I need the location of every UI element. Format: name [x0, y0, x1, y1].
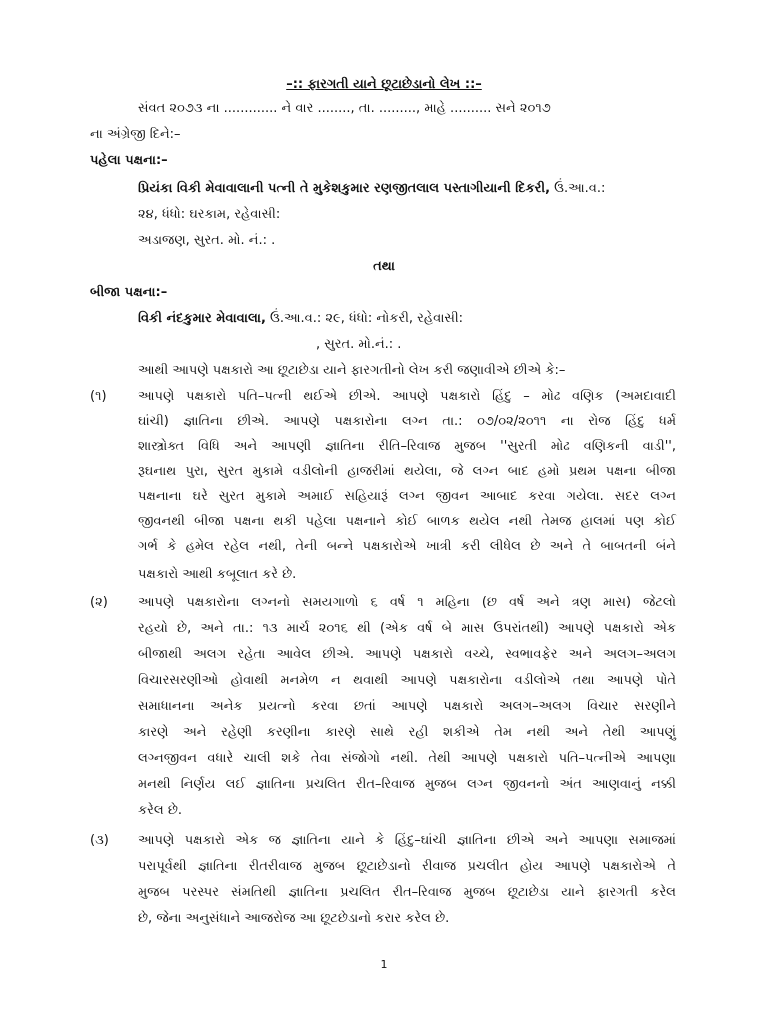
para-2-line: વિચારસરણીઓ હોવાથી મનમેળ ન થવાથી આપણે પક્ષકારોના વડીલોએ તથા આપણે પોતે: [138, 673, 676, 688]
para-1-line: જીવનથી બીજા પક્ષના થકી પહેલા પક્ષનાને કોઈ બાળક થયેલ નથી તેમજ હાલમાં પણ કોઈ: [138, 514, 676, 529]
first-party-line-3: અડાજણ, સુરત. મો. નં.: .: [138, 233, 276, 248]
declaration-line: આથી આપણે પક્ષકારો આ છૂટાછેડા યાને ફારગતીનો લેખ કરી જણાવીએ છીએ કે:–: [138, 363, 566, 378]
second-party-line-2: , સુરત. મો.નં.: .: [316, 337, 402, 352]
para-1-line: આપણે પક્ષકારો પતિ–પત્ની થઈએ છીએ. આપણે પક્ષકારો હિંદુ – મોઢ વણિક (અમદાવાદી: [138, 389, 676, 404]
first-party-heading: પહેલા પક્ષના:–: [90, 153, 168, 168]
para-3-line: છે, જેના અનુસંધાને આજરોજ આ છૂટછેડાનો કરાર કરેલ છે.: [138, 911, 450, 926]
para-2-line: મનથી નિર્ણય લઈ જ્ઞાતિના પ્રચલિત રીત–રિવાજ મુજબ લગ્ન જીવનનો અંત આણવાનું નક્કી: [138, 777, 676, 792]
para-1-line: ઘાંચી) જ્ઞાતિના છીએ. આપણે પક્ષકારોના લગ્ન તા.: ૦૭/૦૨/૨૦૧૧ ના રોજ હિંદુ ધર્મ: [138, 414, 676, 429]
first-party-name: પ્રિયંકા વિકી મેવાવાલાની પત્ની તે મુકેશકુમાર રણજીતલાલ પસ્તાગીયાની દિકરી,: [138, 181, 551, 196]
para-2-line: આપણે પક્ષકારોના લગ્નનો સમયગાળો ૬ વર્ષ ૧ મહિના (છ વર્ષ અને ત્રણ માસ) જેટલો: [138, 595, 676, 610]
second-party-line-1: [138, 310, 463, 328]
para-3-line: પરાપૂર્વથી જ્ઞાતિના રીતરીવાજ મુજબ છૂટાછેડાનો રીવાજ પ્રચલીત હોય આપણે પક્ષકારોએ તે: [138, 859, 676, 874]
tatha-separator: તથા: [373, 259, 395, 274]
document-title: –:: ફારગતી યાને છૂટાછેડાનો લેખ ::–: [286, 77, 482, 92]
para-3-line: આપણે પક્ષકારો એક જ જ્ઞાતિના યાને કે હિંદુ–ઘાંચી જ્ઞાતિના છીએ અને આપણા સમાજમાં: [138, 833, 676, 848]
para-2-line: બીજાથી અલગ રહેતા આવેલ છીએ. આપણે પક્ષકારો વચ્ચે, સ્વભાવફેર અને અલગ–અલગ: [138, 647, 676, 662]
para-3-number: (૩): [90, 833, 109, 848]
second-party-name: વિકી નંદકુમાર મેવાવાલા,: [138, 311, 266, 326]
second-party-heading: બીજા પક્ષના:–: [90, 285, 168, 300]
para-1-line: ગર્ભ કે હમેલ રહેલ નથી, તેની બન્ને પક્ષકારોએ ખાત્રી કરી લીધેલ છે અને તે બાબતની બંને: [138, 539, 676, 554]
second-party-details: ઉં.આ.વ.: ૨૯, ધંધો: નોકરી, રહેવાસી:: [265, 311, 464, 326]
first-party-line-1: [138, 180, 605, 198]
para-2-line: કરેલ છે.: [138, 803, 183, 818]
para-1-number: (૧): [90, 389, 107, 404]
para-2-line: લગ્નજીવન વધારે ચાલી શકે તેવા સંજોગો નથી. તેથી આપણે પક્ષકારો પતિ–પત્નીએ આપણા: [138, 751, 676, 766]
para-3-line: મુજબ પરસ્પર સંમતિથી જ્ઞાતિના પ્રચલિત રીત–રિવાજ મુજબ છૂટાછેડા યાને ફારગતી કરેલ: [138, 885, 676, 900]
para-2-line: સમાધાનના અનેક પ્રયત્નો કરવા છતાં આપણે પક્ષકારો અલગ–અલગ વિચાર સરણીને: [138, 699, 676, 714]
page-number: 1: [380, 958, 388, 971]
para-1-line: પક્ષકારો આથી કબૂલાત કરે છે.: [138, 567, 297, 582]
intro-line-2: ના અંગ્રેજી દિને:–: [90, 127, 181, 142]
para-2-line: રહયો છે, અને તા.: ૧૩ માર્ચ ૨૦૧૬ થી (એક વર્ષ બે માસ ઉપરાંતથી) આપણે પક્ષકારો એક: [138, 621, 676, 636]
para-1-line: શાસ્ત્રોક્ત વિધિ અને આપણી જ્ઞાતિના રીતિ–રિવાજ મુજબ ''સુરતી મોઢ વણિકની વાડી'',: [138, 439, 676, 454]
para-2-number: (૨): [90, 595, 108, 610]
first-party-line-2: ૨૪, ધંધો: ઘરકામ, રહેવાસી:: [138, 207, 281, 222]
para-1-line: રૂઘનાથ પુરા, સુરત મુકામે વડીલોની હાજરીમાં થયેલા, જે લગ્ન બાદ હમો પ્રથમ પક્ષના બીજા: [138, 464, 676, 479]
para-2-line: કારણે અને રહેણી કરણીના કારણે સાથે રહી શકીએ તેમ નથી અને તેથી આપણું: [138, 725, 676, 740]
para-1-line: પક્ષનાના ઘરે સુરત મુકામે અમાઈ સહિયારૂં લગ્ન જીવન આબાદ કરવા ગયેલા. સદર લગ્ન: [138, 489, 676, 504]
intro-line-1: સંવત ૨૦૭૩ ના ............. ને વાર ........, તા. ........., માહે .......... સને ૨૦૧૭: [138, 101, 551, 116]
first-party-age-label: ઉં.આ.વ.:: [550, 181, 606, 196]
